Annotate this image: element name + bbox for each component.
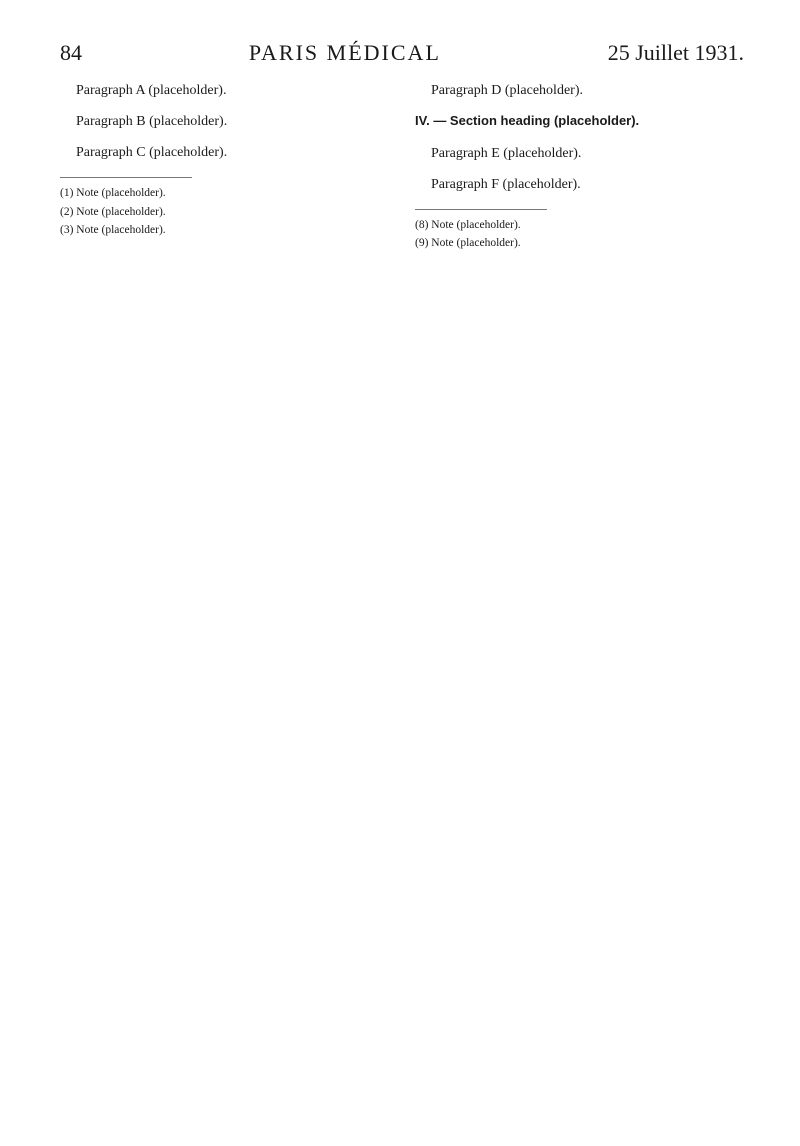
footnote-divider — [60, 177, 192, 178]
footnote: (3) Note (placeholder). — [60, 224, 166, 237]
section-heading: IV. — Section heading (placeholder). — [415, 113, 640, 128]
footnote: (8) Note (placeholder). — [415, 218, 521, 231]
paragraph: Paragraph F (placeholder). — [431, 176, 581, 192]
journal-title: PARIS MÉDICAL — [248, 40, 441, 65]
footnote: (1) Note (placeholder). — [60, 187, 166, 199]
paragraph: Paragraph D (placeholder). — [431, 83, 583, 98]
paragraph: Paragraph C (placeholder). — [76, 145, 228, 160]
issue-date: 25 Juillet 1931. — [607, 40, 744, 65]
footnote-divider — [415, 209, 547, 210]
paragraph: Paragraph A (placeholder). — [76, 83, 227, 98]
footnote: (9) Note (placeholder). — [415, 237, 521, 250]
footnote: (2) Note (placeholder). — [60, 205, 166, 218]
running-header — [60, 40, 744, 66]
paragraph: Paragraph B (placeholder). — [76, 114, 228, 129]
right-column — [415, 80, 744, 255]
footnotes — [415, 218, 744, 252]
page-number: 84 — [60, 40, 82, 65]
footnotes — [60, 186, 389, 239]
left-column — [60, 80, 389, 255]
paragraph: Paragraph E (placeholder). — [431, 145, 582, 161]
two-column-body — [60, 80, 744, 255]
